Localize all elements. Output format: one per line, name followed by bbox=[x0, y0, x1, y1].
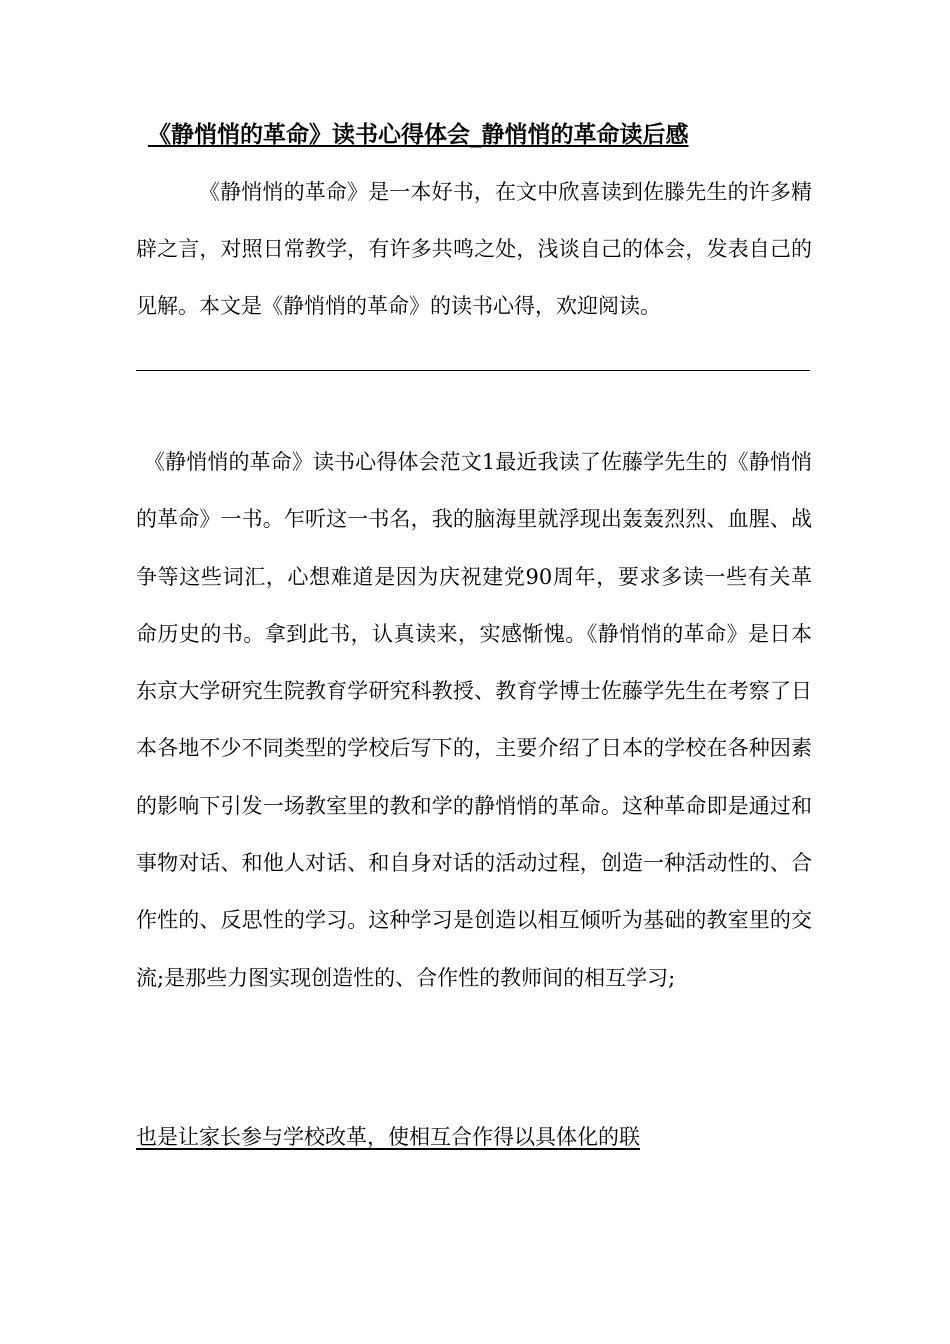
section-divider bbox=[136, 370, 810, 371]
continued-text-line: 也是让家长参与学校改革，使相互合作得以具体化的联 bbox=[136, 1125, 640, 1149]
page-title: 《静悄悄的革命》读书心得体会_静悄悄的革命读后感 bbox=[148, 122, 689, 148]
body-paragraph: 《静悄悄的革命》读书心得体会范文1最近我读了佐藤学先生的《静悄悄的革命》一书。乍听这一书名，我的脑海里就浮现出轰轰烈烈、血腥、战争等这些词汇，心想难道是因为庆祝建党90周年，要求多读一些有关革命历史的书。拿到此书，认真读来，实感惭愧。《静悄悄的革命》是日本东京大学研究生院教育学研究科教授、教育学博士佐藤学先生在考察了日本各地不少不同类型的学校后写下的，主要介绍了日本的学校在各种因素的影响下引发一场教室里的教和学的静悄悄的革命。这种革命即是通过和事物对话、和他人对话、和自身对话的活动过程，创造一种活动性的、合作性的、反思性的学习。这种学习是创造以相互倾听为基础的教室里的交流;是那些力图实现创造性的、合作性的教师间的相互学习; bbox=[136, 450, 812, 990]
intro-paragraph: 《静悄悄的革命》是一本好书，在文中欣喜读到佐滕先生的许多精辟之言，对照日常教学，有许多共鸣之处，浅谈自己的体会，发表自己的见解。本文是《静悄悄的革命》的读书心得，欢迎阅读。 bbox=[136, 180, 812, 318]
